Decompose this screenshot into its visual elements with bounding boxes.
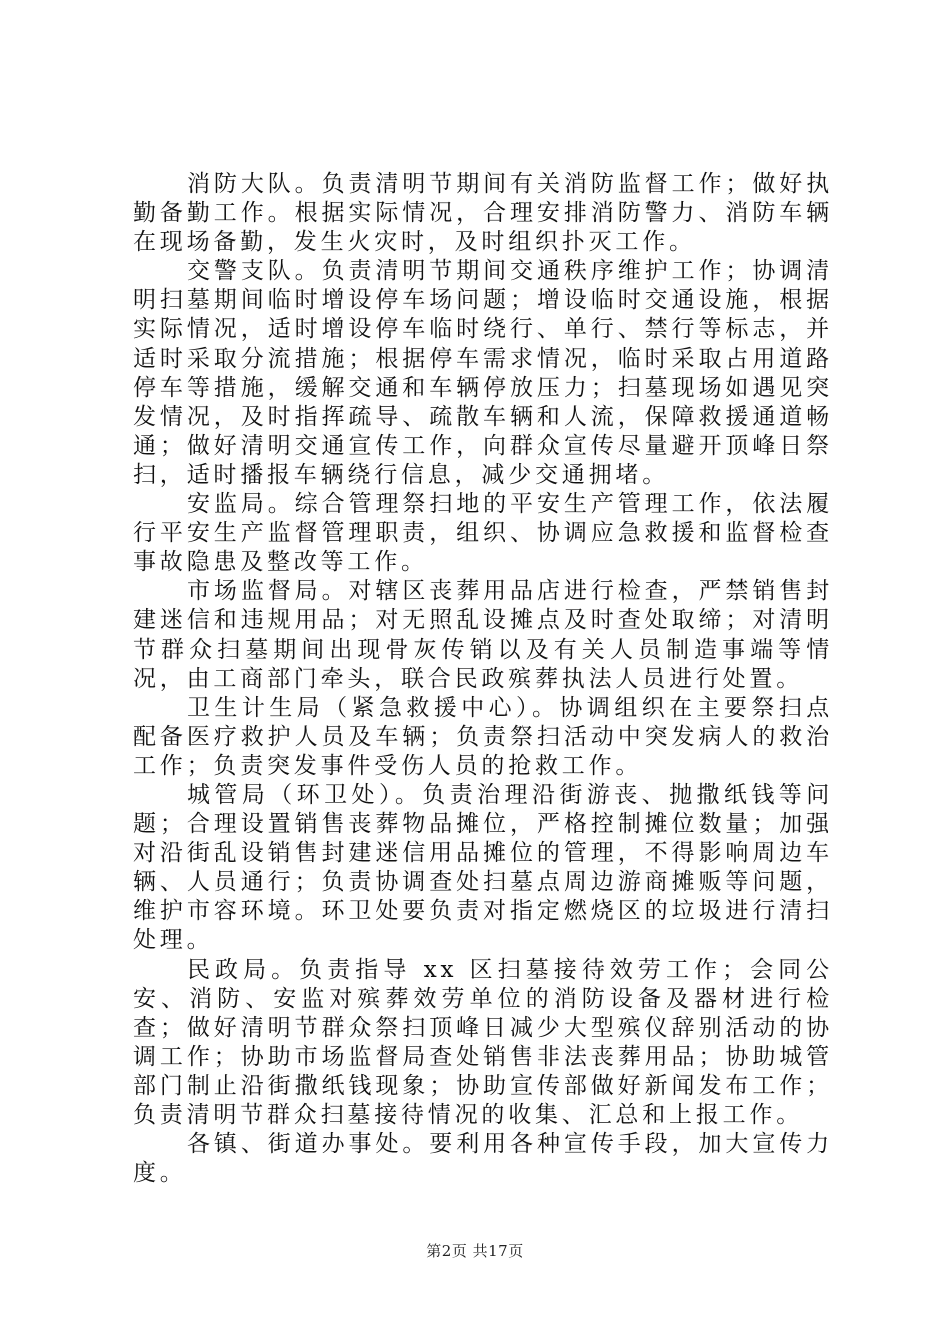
paragraph-safety-bureau: 安监局。综合管理祭扫地的平安生产管理工作，依法履行平安生产监督管理职责，组织、协调应急救援和监督检查事故隐患及整改等工作。 [133, 491, 833, 576]
paragraph-market-supervision: 市场监督局。对辖区丧葬用品店进行检查，严禁销售封建迷信和违规用品；对无照乱设摊点及时查处取缔；对清明节群众扫墓期间出现骨灰传销以及有关人员制造事端等情况，由工商部门牵头，联合民政殡葬执法人员进行处置。 [133, 578, 833, 692]
paragraph-urban-management: 城管局（环卫处）。负责治理沿街游丧、抛撒纸钱等问题；合理设置销售丧葬物品摊位，严格控制摊位数量；加强对沿街乱设销售封建迷信用品摊位的管理，不得影响周边车辆、人员通行；负责协调查处扫墓点周边游商摊贩等问题，维护市容环境。环卫处要负责对指定燃烧区的垃圾进行清扫处理。 [133, 781, 833, 954]
paragraph-civil-affairs: 民政局。负责指导 xx 区扫墓接待效劳工作；会同公安、消防、安监对殡葬效劳单位的消防设备及器材进行检查；做好清明节群众祭扫顶峰日减少大型殡仪辞别活动的协调工作；协助市场监督局查处销售非法丧葬用品；协助城管部门制止沿街撒纸钱现象；协助宣传部做好新闻发布工作；负责清明节群众扫墓接待情况的收集、汇总和上报工作。 [133, 956, 833, 1128]
paragraph-health-bureau: 卫生计生局（紧急救援中心）。协调组织在主要祭扫点配备医疗救护人员及车辆；负责祭扫活动中突发病人的救治工作；负责突发事件受伤人员的抢救工作。 [133, 694, 833, 779]
document-body [133, 170, 833, 1188]
paragraph-towns-streets: 各镇、街道办事处。要利用各种宣传手段，加大宣传力度。 [133, 1131, 833, 1187]
page-footer: 第2页 共17页 [426, 1242, 524, 1260]
paragraph-fire-brigade: 消防大队。负责清明节期间有关消防监督工作；做好执勤备勤工作。根据实际情况，合理安排消防警力、消防车辆在现场备勤，发生火灾时，及时组织扑灭工作。 [133, 171, 833, 256]
paragraph-traffic-police: 交警支队。负责清明节期间交通秩序维护工作；协调清明扫墓期间临时增设停车场问题；增设临时交通设施，根据实际情况，适时增设停车临时绕行、单行、禁行等标志，并适时采取分流措施；根据停车需求情况，临时采取占用道路停车等措施，缓解交通和车辆停放压力；扫墓现场如遇见突发情况，及时指挥疏导、疏散车辆和人流，保障救援通道畅通；做好清明交通宣传工作，向群众宣传尽量避开顶峰日祭扫，适时播报车辆绕行信息，减少交通拥堵。 [133, 258, 833, 488]
